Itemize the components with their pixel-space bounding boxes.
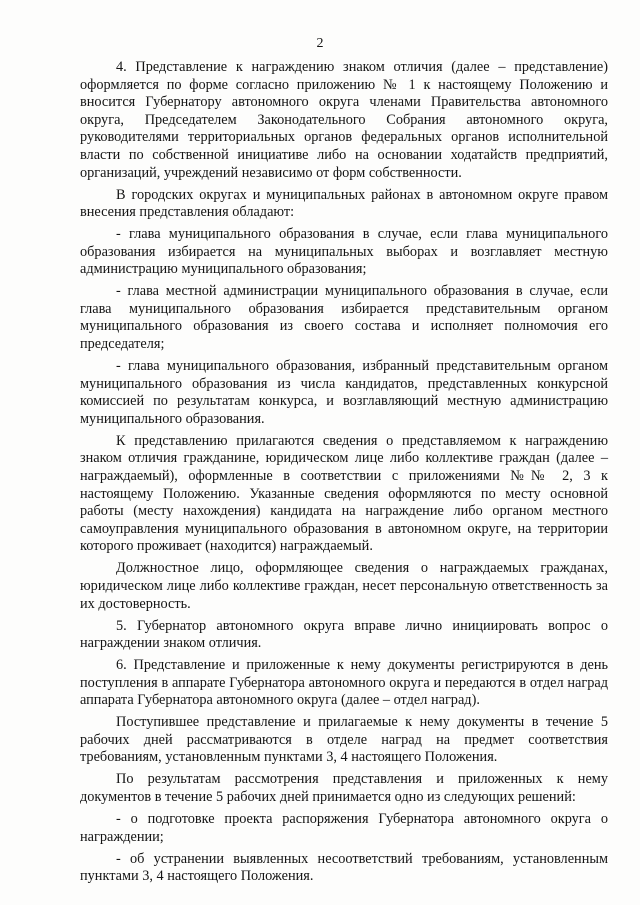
page-number: 2 xyxy=(316,36,324,51)
list-item-decision-fix-discrepancies: - об устранении выявленных несоответствий требованиям, установленным пунктами 3, 4 настоящего Положения. xyxy=(80,850,608,885)
paragraph-item-6-registration: 6. Представление и приложенные к нему документы регистрируются в день поступления в аппарате Губернатора автономного округа и передаются в отдел наград аппарата Губернатора автономного округа (далее – отдел наград). xyxy=(80,657,608,709)
paragraph-submission-right-intro: В городских округах и муниципальных районах в автономном округе правом внесения представления обладают: xyxy=(80,186,608,221)
paragraph-review-period: Поступившее представление и прилагаемые к нему документы в течение 5 рабочих дней рассматриваются в отделе наград на предмет соответствия требованиям, установленным пунктами 3, 4 настоящего Положения. xyxy=(80,714,608,766)
list-item-municipal-head-competition: - глава муниципального образования, избранный представительным органом муниципального образования из числа кандидатов, представленных конкурсной комиссией по результатам конкурса, и возглавляющий местную администрацию муниципального образования. xyxy=(80,358,608,427)
paragraph-item-5-governor-initiative: 5. Губернатор автономного округа вправе лично инициировать вопрос о награждении знаком отличия. xyxy=(80,617,608,652)
paragraph-decision-intro: По результатам рассмотрения представления и приложенных к нему документов в течение 5 рабочих дней принимается одно из следующих решений: xyxy=(80,771,608,806)
paragraph-official-responsibility: Должностное лицо, оформляющее сведения о награждаемых гражданах, юридическом лице либо коллективе граждан, несет персональную ответственность за их достоверность. xyxy=(80,560,608,612)
paragraph-item-4-submission: 4. Представление к награждению знаком отличия (далее – представление) оформляется по форме согласно приложению № 1 к настоящему Положению и вносится Губернатору автономного округа членами Правительства автономного округа, Председателем Законодательного Собрания автономного округа, руководителями территориальных органов федеральных органов исполнительной власти по собственной инициативе либо на основании ходатайств предприятий, организаций, учреждений независимо от форм собственности. xyxy=(80,59,608,181)
document-body xyxy=(80,59,608,886)
list-item-local-administration-head: - глава местной администрации муниципального образования в случае, если глава муниципального образования избирается представительным органом муниципального образования из своего состава и исполняет полномочия его председателя; xyxy=(80,283,608,353)
list-item-municipal-head-elected: - глава муниципального образования в случае, если глава муниципального образования избирается на муниципальных выборах и возглавляет местную администрацию муниципального образования; xyxy=(80,226,608,278)
paragraph-attached-information: К представлению прилагаются сведения о представляемом к награждению знаком отличия гражданине, юридическом лице либо коллективе граждан (далее – награждаемый), оформленные в соответствии с приложениями №№ 2, 3 к настоящему Положению. Указанные сведения оформляются по месту основной работы (месту нахождения) кандидата на награждение либо органом местного самоуправления муниципального образования в автономном округе, на территории которого проживает (находится) награждаемый. xyxy=(80,432,608,555)
list-item-decision-prepare-order: - о подготовке проекта распоряжения Губернатора автономного округа о награждении; xyxy=(80,811,608,845)
